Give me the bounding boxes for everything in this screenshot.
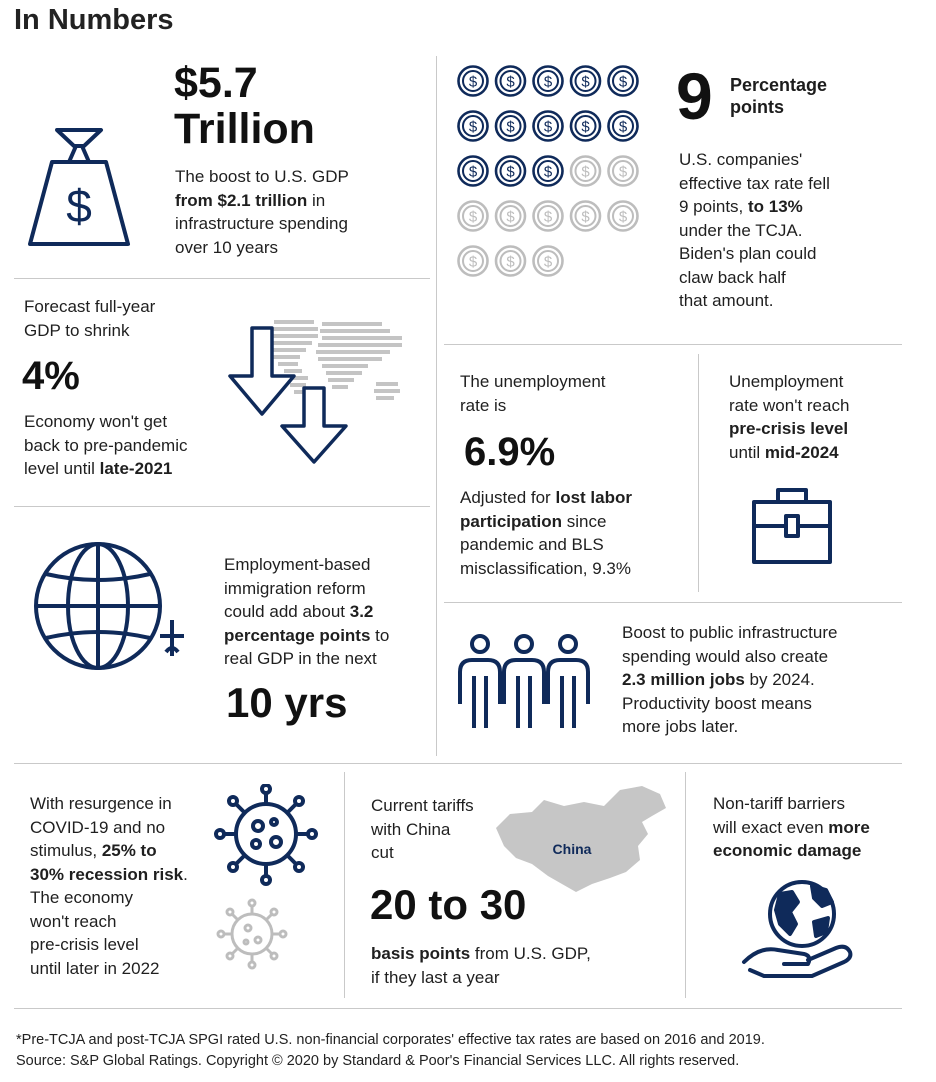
dollar-coin-icon: [571, 112, 600, 141]
dollar-coin-icon: [609, 202, 638, 231]
dollar-coin-icon: [609, 157, 638, 186]
dollar-coin-icon: [609, 67, 638, 96]
gdp-shrink-description: Economy won't get back to pre-pandemic level until late-2021: [24, 412, 188, 478]
tariffs-value: 20 to 30: [370, 881, 527, 928]
divider: [698, 354, 699, 592]
page-title: In Numbers: [14, 4, 174, 36]
gdp-boost-value-line1: $5.7: [174, 59, 258, 107]
globe-icon: [30, 538, 190, 678]
svg-text:$: $: [506, 118, 515, 136]
svg-text:$: $: [618, 163, 628, 181]
dollar-coin-icon: [496, 247, 525, 276]
people-icon: [456, 632, 592, 732]
tariffs-label: Current tariffs with China cut: [371, 796, 474, 862]
jobs-description: Boost to public infrastructure spending would also create 2.3 million jobs by 2024. Productivity boost means more jobs later.: [622, 623, 838, 736]
svg-text:$: $: [468, 73, 478, 91]
china-map-icon: [492, 784, 668, 894]
immigration-value: 10 yrs: [226, 679, 348, 726]
covid-description: With resurgence in COVID-19 and no stimulus, 25% to 30% recession risk. The economy won't reach pre-crisis level until later in 2022: [30, 794, 188, 978]
unemployment-label: The unemployment rate is: [460, 372, 606, 415]
gdp-shrink-value: 4%: [22, 354, 80, 398]
dollar-coin-icon: [534, 157, 563, 186]
svg-text:$: $: [468, 163, 478, 181]
svg-text:$: $: [618, 208, 628, 226]
tax-rate-value: 9: [676, 59, 713, 133]
non-tariff-description: Non-tariff barriers will exact even more economic damage: [713, 794, 870, 860]
divider: [444, 344, 902, 345]
dollar-coin-icon: [534, 112, 563, 141]
divider: [436, 56, 437, 756]
svg-text:$: $: [506, 163, 515, 181]
tax-rate-unit: Percentage points: [730, 75, 828, 117]
svg-text:$: $: [543, 208, 553, 226]
gdp-shrink-label: Forecast full-year GDP to shrink: [24, 297, 156, 340]
dollar-coin-icon: [459, 247, 488, 276]
gdp-boost-value-line2: Trillion: [174, 105, 315, 153]
svg-text:$: $: [468, 118, 478, 136]
dollar-coin-icon: [534, 247, 563, 276]
divider: [685, 772, 686, 998]
unemployment-description: Adjusted for lost labor participation since pandemic and BLS misclassification, 9.3%: [460, 488, 632, 578]
svg-text:$: $: [66, 180, 92, 232]
globe-in-hand-icon: [740, 878, 860, 978]
dollar-coin-icon: [459, 112, 488, 141]
svg-text:$: $: [618, 118, 628, 136]
divider: [14, 278, 430, 279]
footer: [16, 1030, 765, 1072]
svg-text:$: $: [581, 73, 590, 91]
dollar-coin-icon: [571, 157, 600, 186]
divider: [344, 772, 345, 998]
dollar-coin-icon: [609, 112, 638, 141]
virus-icon: [212, 784, 322, 974]
dollar-coin-icon: [459, 67, 488, 96]
dollar-coin-icon: [459, 157, 488, 186]
briefcase-icon: [750, 484, 834, 566]
svg-text:$: $: [506, 253, 515, 271]
svg-text:$: $: [581, 163, 590, 181]
svg-text:$: $: [543, 118, 553, 136]
dollar-coin-icon: [496, 112, 525, 141]
svg-text:$: $: [468, 253, 478, 271]
dollar-coins-icon: [456, 64, 646, 320]
dollar-coin-icon: [571, 67, 600, 96]
svg-text:$: $: [618, 73, 628, 91]
dollar-coin-icon: [459, 202, 488, 231]
money-bag-icon: [24, 124, 134, 250]
svg-text:$: $: [506, 208, 515, 226]
source-line: Source: S&P Global Ratings. Copyright © 2020 by Standard & Poor's Financial Services LLC. All rights reserved.: [16, 1053, 740, 1069]
svg-text:$: $: [543, 73, 553, 91]
dollar-coin-icon: [496, 157, 525, 186]
china-map-label: China: [552, 841, 592, 857]
svg-text:$: $: [543, 253, 553, 271]
tariffs-description: basis points from U.S. GDP, if they last a year: [371, 944, 591, 987]
divider: [14, 763, 902, 764]
gdp-boost-description: The boost to U.S. GDP from $2.1 trillion in infrastructure spending over 10 years: [175, 167, 349, 257]
world-map-down-arrows-icon: [226, 318, 422, 466]
svg-text:$: $: [543, 163, 553, 181]
unemployment-recovery-description: Unemployment rate won't reach pre-crisis level until mid-2024: [729, 372, 850, 462]
svg-text:$: $: [506, 73, 515, 91]
divider: [14, 1008, 902, 1009]
svg-text:$: $: [581, 118, 590, 136]
immigration-description: Employment-based immigration reform could add about 3.2 percentage points to real GDP in the next: [224, 555, 390, 668]
divider: [14, 506, 430, 507]
unemployment-value: 6.9%: [464, 430, 556, 474]
dollar-coin-icon: [496, 202, 525, 231]
dollar-coin-icon: [534, 202, 563, 231]
divider: [444, 602, 902, 603]
svg-text:$: $: [468, 208, 478, 226]
dollar-coin-icon: [496, 67, 525, 96]
tax-rate-description: U.S. companies' effective tax rate fell 9 points, to 13% under the TCJA. Biden's plan could claw back half that amount.: [679, 150, 830, 310]
dollar-coin-icon: [534, 67, 563, 96]
svg-text:$: $: [581, 208, 590, 226]
footnote: *Pre-TCJA and post-TCJA SPGI rated U.S. non-financial corporates' effective tax rates are based on 2016 and 2019.: [16, 1032, 765, 1048]
dollar-coin-icon: [571, 202, 600, 231]
